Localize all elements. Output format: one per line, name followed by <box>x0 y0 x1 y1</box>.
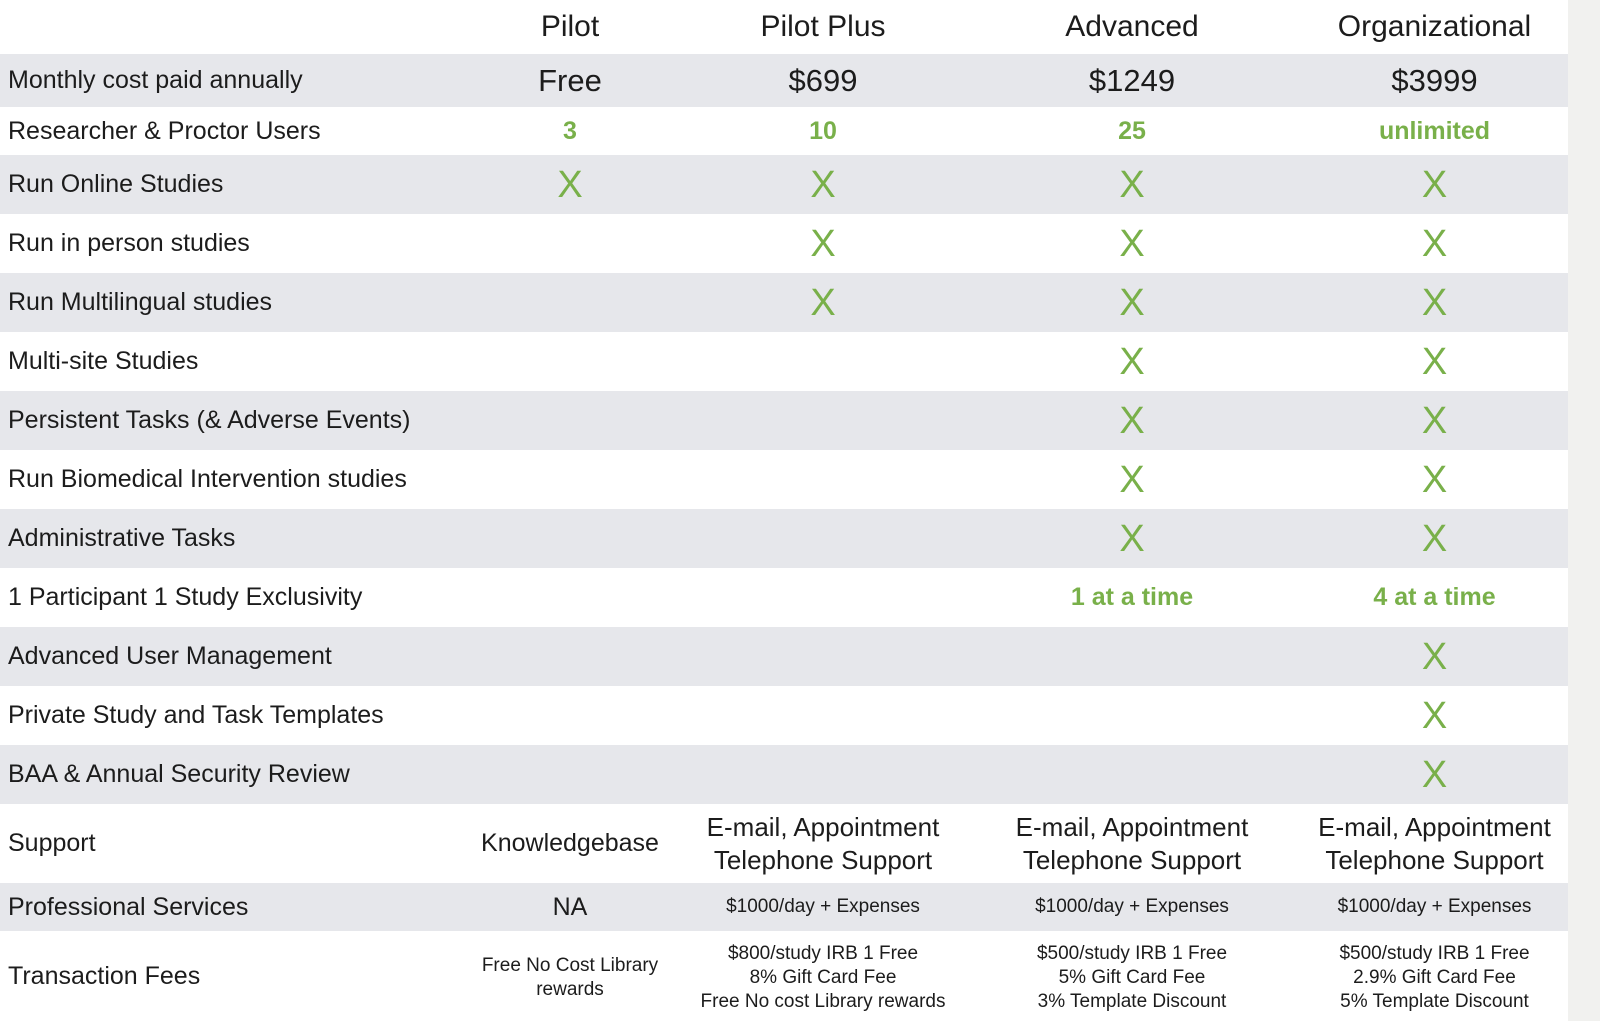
row-label: Run Multilingual studies <box>0 273 457 332</box>
plan-value-organizational: $3999 <box>1301 54 1568 107</box>
plan-value-advanced: E-mail, Appointment Telephone Support <box>963 804 1301 883</box>
feature-check-pilot-plus <box>683 332 963 391</box>
plan-value-pilot-plus: 10 <box>683 107 963 155</box>
feature-check-pilot <box>457 627 683 686</box>
row-label: Persistent Tasks (& Adverse Events) <box>0 391 457 450</box>
feature-check-pilot-plus <box>683 391 963 450</box>
plan-value-advanced: $1000/day + Expenses <box>963 883 1301 931</box>
row-label: BAA & Annual Security Review <box>0 745 457 804</box>
plan-value-pilot-plus: E-mail, Appointment Telephone Support <box>683 804 963 883</box>
feature-check-pilot <box>457 509 683 568</box>
feature-check-pilot-plus <box>683 627 963 686</box>
plan-value-advanced: 25 <box>963 107 1301 155</box>
row-label: Advanced User Management <box>0 627 457 686</box>
plan-value-pilot <box>457 568 683 627</box>
feature-check-pilot-plus <box>683 450 963 509</box>
row-label: Private Study and Task Templates <box>0 686 457 745</box>
plan-header-organizational: Organizational <box>1301 0 1568 54</box>
feature-check-advanced: X <box>963 273 1301 332</box>
plan-value-advanced: $1249 <box>963 54 1301 107</box>
plan-value-pilot-plus <box>683 568 963 627</box>
feature-check-organizational: X <box>1301 509 1568 568</box>
row-label: Monthly cost paid annually <box>0 54 457 107</box>
feature-check-pilot-plus: X <box>683 214 963 273</box>
feature-check-advanced: X <box>963 155 1301 214</box>
feature-check-advanced: X <box>963 332 1301 391</box>
plan-value-advanced: $500/study IRB 1 Free 5% Gift Card Fee 3% Template Discount <box>963 931 1301 1021</box>
feature-check-advanced: X <box>963 391 1301 450</box>
row-label: Administrative Tasks <box>0 509 457 568</box>
plan-value-organizational: $500/study IRB 1 Free 2.9% Gift Card Fee 5% Template Discount <box>1301 931 1568 1021</box>
feature-check-pilot: X <box>457 155 683 214</box>
feature-check-pilot-plus <box>683 509 963 568</box>
row-label: Multi-site Studies <box>0 332 457 391</box>
plan-value-organizational: 4 at a time <box>1301 568 1568 627</box>
plan-value-pilot: Free No Cost Library rewards <box>457 931 683 1021</box>
feature-check-organizational: X <box>1301 627 1568 686</box>
row-label: 1 Participant 1 Study Exclusivity <box>0 568 457 627</box>
feature-check-advanced <box>963 745 1301 804</box>
feature-check-pilot-plus: X <box>683 155 963 214</box>
feature-check-organizational: X <box>1301 155 1568 214</box>
row-label: Run in person studies <box>0 214 457 273</box>
plan-value-pilot: Free <box>457 54 683 107</box>
plan-value-pilot: NA <box>457 883 683 931</box>
plan-value-pilot: Knowledgebase <box>457 804 683 883</box>
feature-check-pilot <box>457 214 683 273</box>
feature-check-organizational: X <box>1301 686 1568 745</box>
feature-check-pilot <box>457 391 683 450</box>
plan-header-advanced: Advanced <box>963 0 1301 54</box>
header-corner <box>0 0 457 54</box>
feature-check-organizational: X <box>1301 745 1568 804</box>
feature-check-advanced: X <box>963 450 1301 509</box>
feature-check-pilot <box>457 686 683 745</box>
feature-check-advanced: X <box>963 509 1301 568</box>
feature-check-pilot <box>457 332 683 391</box>
feature-check-organizational: X <box>1301 273 1568 332</box>
row-label: Run Biomedical Intervention studies <box>0 450 457 509</box>
feature-check-organizational: X <box>1301 214 1568 273</box>
feature-check-advanced <box>963 686 1301 745</box>
feature-check-advanced <box>963 627 1301 686</box>
plan-header-pilot-plus: Pilot Plus <box>683 0 963 54</box>
plan-value-organizational: E-mail, Appointment Telephone Support <box>1301 804 1568 883</box>
row-label: Support <box>0 804 457 883</box>
feature-check-organizational: X <box>1301 450 1568 509</box>
feature-check-pilot-plus <box>683 745 963 804</box>
row-label: Researcher & Proctor Users <box>0 107 457 155</box>
plan-header-pilot: Pilot <box>457 0 683 54</box>
plan-value-pilot-plus: $800/study IRB 1 Free 8% Gift Card Fee Free No cost Library rewards <box>683 931 963 1021</box>
plan-value-pilot-plus: $1000/day + Expenses <box>683 883 963 931</box>
plan-value-organizational: $1000/day + Expenses <box>1301 883 1568 931</box>
feature-check-organizational: X <box>1301 332 1568 391</box>
feature-check-pilot-plus <box>683 686 963 745</box>
plan-value-pilot: 3 <box>457 107 683 155</box>
feature-check-advanced: X <box>963 214 1301 273</box>
feature-check-pilot-plus: X <box>683 273 963 332</box>
plan-value-pilot-plus: $699 <box>683 54 963 107</box>
plan-value-organizational: unlimited <box>1301 107 1568 155</box>
row-label: Transaction Fees <box>0 931 457 1021</box>
plan-value-advanced: 1 at a time <box>963 568 1301 627</box>
feature-check-organizational: X <box>1301 391 1568 450</box>
feature-check-pilot <box>457 450 683 509</box>
row-label: Run Online Studies <box>0 155 457 214</box>
row-label: Professional Services <box>0 883 457 931</box>
feature-check-pilot <box>457 745 683 804</box>
feature-check-pilot <box>457 273 683 332</box>
